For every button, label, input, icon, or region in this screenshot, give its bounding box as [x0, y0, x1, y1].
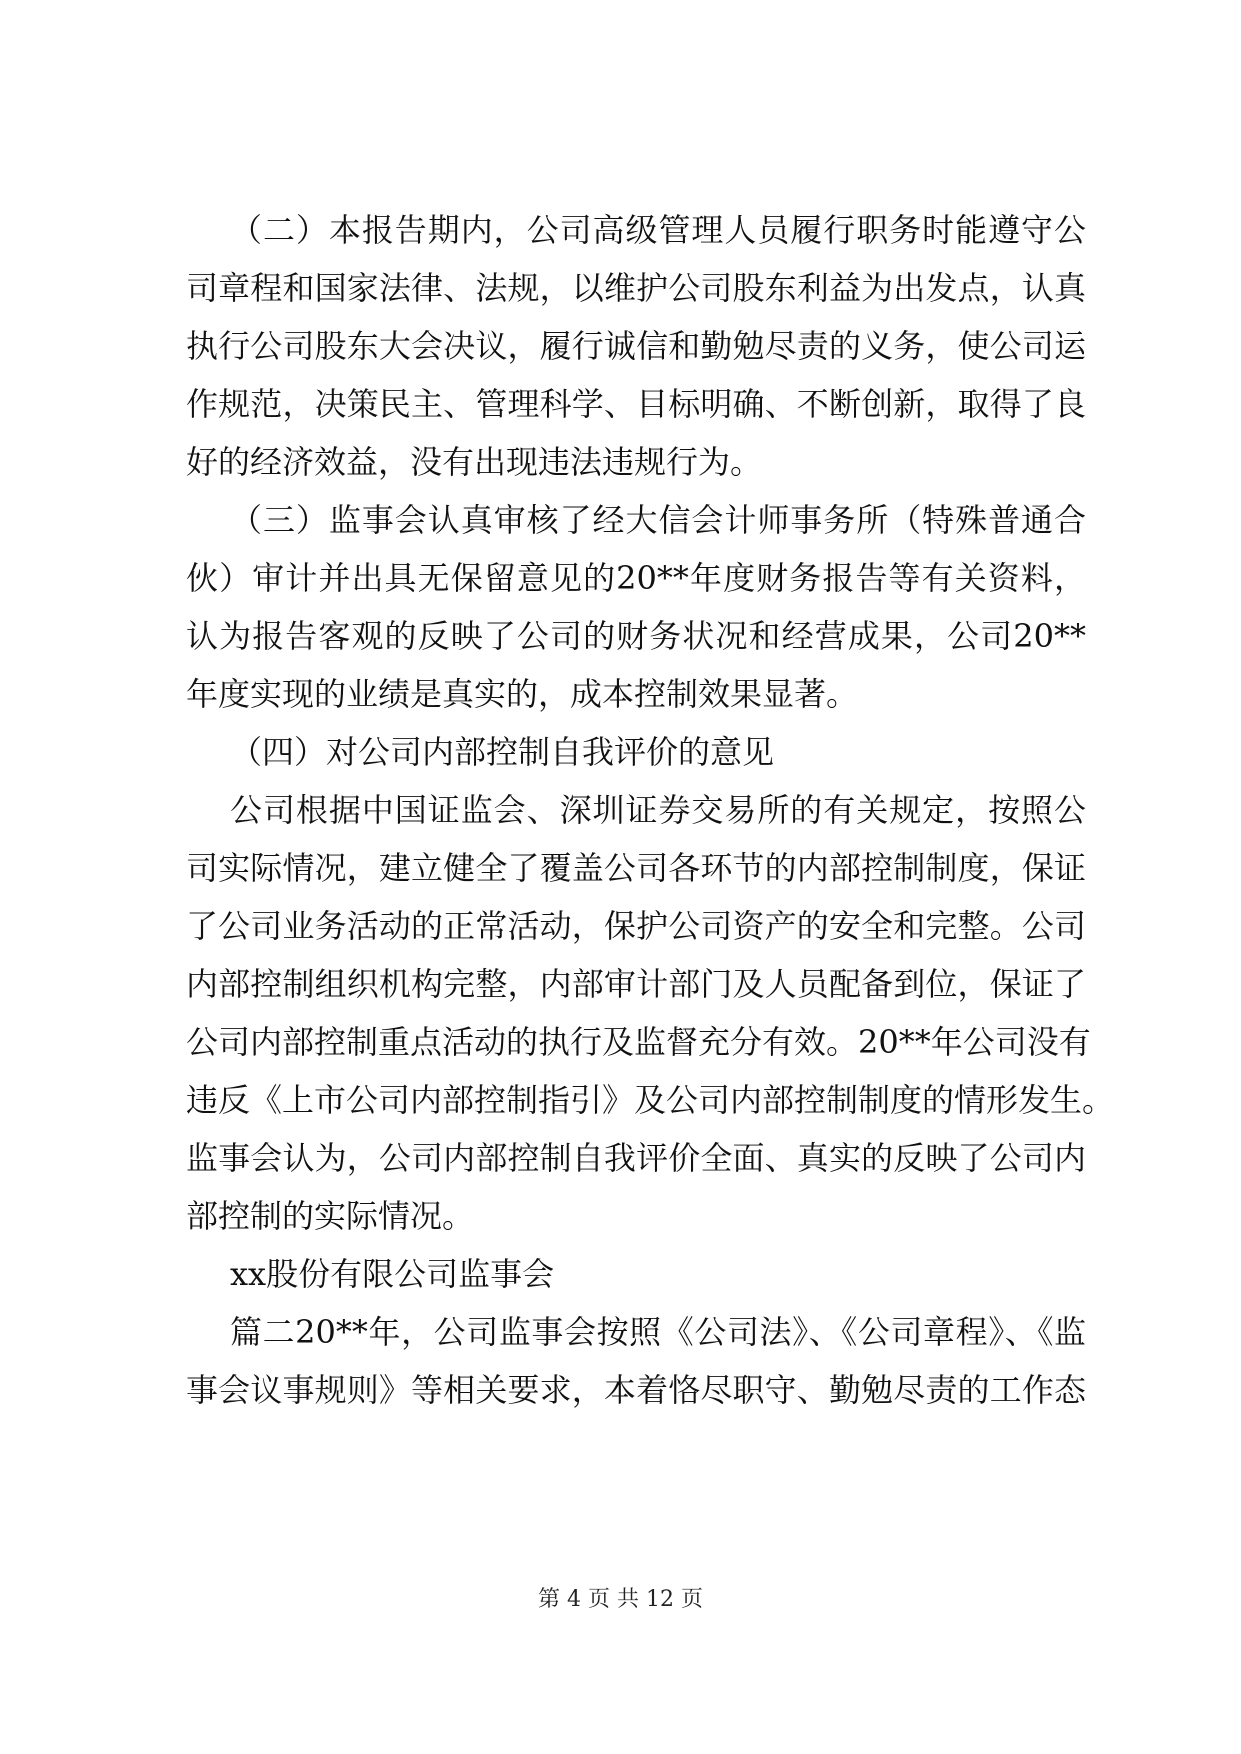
paragraph-3-line-1: （三）监事会认真审核了经大信会计师事务所（特殊普通合 — [230, 501, 1086, 539]
paragraph-2-line-4: 作规范，决策民主、管理科学、目标明确、不断创新，取得了良 — [186, 385, 1086, 423]
paragraph-2-line-5: 好的经济效益，没有出现违法违规行为。 — [186, 443, 763, 481]
paragraph-5-line-7: 监事会认为，公司内部控制自我评价全面、真实的反映了公司内 — [186, 1139, 1086, 1177]
paragraph-5-line-8: 部控制的实际情况。 — [186, 1197, 475, 1235]
paragraph-4-heading: （四）对公司内部控制自我评价的意见 — [230, 733, 775, 771]
paragraph-5-line-5: 公司内部控制重点活动的执行及监督充分有效。20**年公司没有 — [186, 1023, 1091, 1061]
paragraph-3-line-3: 认为报告客观的反映了公司的财务状况和经营成果，公司20** — [186, 617, 1086, 655]
paragraph-3-line-2: 伙）审计并出具无保留意见的20**年度财务报告等有关资料， — [186, 559, 1086, 597]
paragraph-2-line-2: 司章程和国家法律、法规，以维护公司股东利益为出发点，认真 — [186, 269, 1086, 307]
paragraph-5-line-3: 了公司业务活动的正常活动，保护公司资产的安全和完整。公司 — [186, 907, 1086, 945]
paragraph-5-line-4: 内部控制组织机构完整，内部审计部门及人员配备到位，保证了 — [186, 965, 1086, 1003]
paragraph-7-line-2: 事会议事规则》等相关要求，本着恪尽职守、勤勉尽责的工作态 — [186, 1371, 1086, 1409]
paragraph-2-line-3: 执行公司股东大会决议，履行诚信和勤勉尽责的义务，使公司运 — [186, 327, 1086, 365]
paragraph-5-line-1: 公司根据中国证监会、深圳证券交易所的有关规定，按照公 — [230, 791, 1086, 829]
signature-line: xx股份有限公司监事会 — [230, 1255, 555, 1293]
paragraph-2-line-1: （二）本报告期内，公司高级管理人员履行职务时能遵守公 — [230, 211, 1086, 249]
paragraph-5-line-2: 司实际情况，建立健全了覆盖公司各环节的内部控制制度，保证 — [186, 849, 1086, 887]
paragraph-3-line-4: 年度实现的业绩是真实的，成本控制效果显著。 — [186, 675, 859, 713]
paragraph-5-line-6: 违反《上市公司内部控制指引》及公司内部控制制度的情形发生。 — [186, 1081, 1115, 1119]
page-number-footer: 第 4 页 共 12 页 — [538, 1587, 703, 1612]
paragraph-7-line-1: 篇二20**年，公司监事会按照《公司法》、《公司章程》、《监 — [230, 1313, 1086, 1351]
